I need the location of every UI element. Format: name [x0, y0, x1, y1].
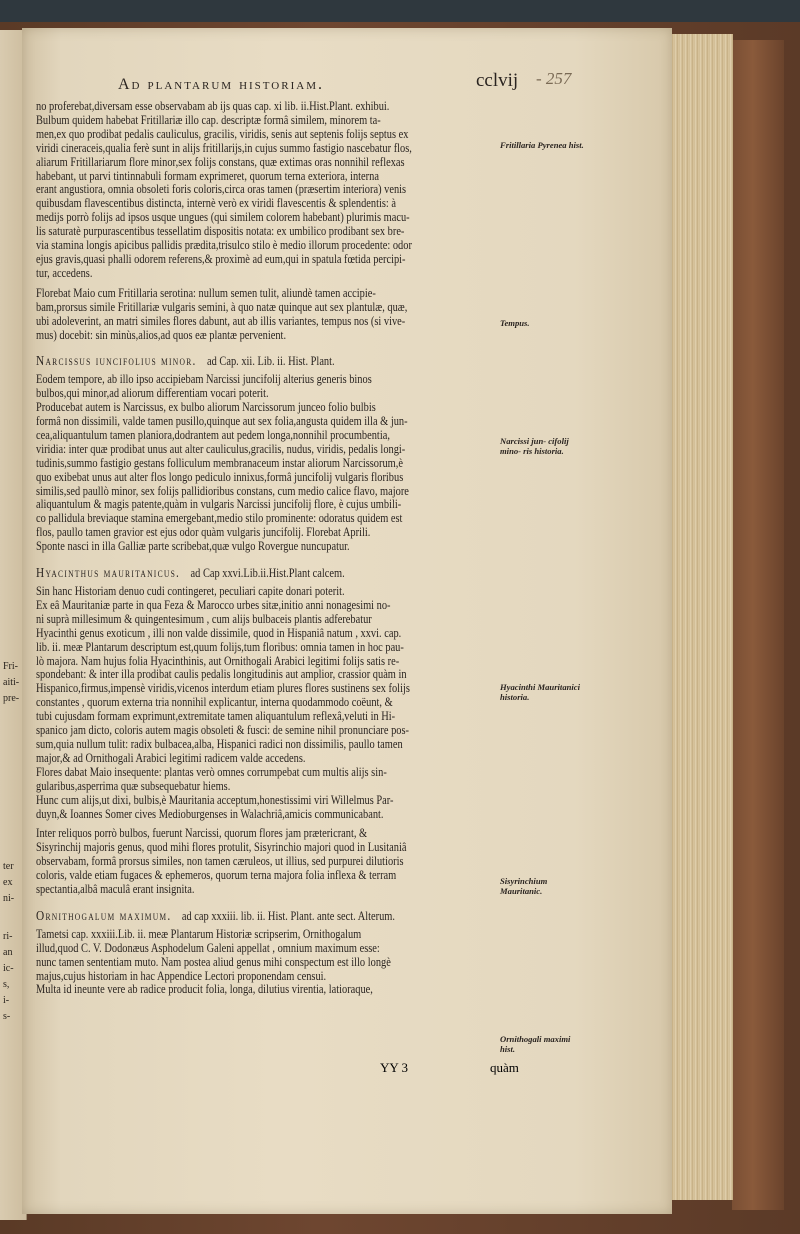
section-heading-title: Hyacinthus mauritanicus.: [36, 565, 181, 581]
left-fragment: aiti-: [3, 677, 20, 688]
left-fragment: i-: [3, 995, 10, 1006]
text-line: lis saturatè purpurascentibus tessellatim dispositis notata: ex umbilico prodibant sex bre-: [36, 224, 405, 239]
left-fragment: s,: [3, 979, 10, 990]
section-gap: [36, 897, 596, 903]
section-heading-reference: ad Cap xxvi.Lib.ii.Hist.Plant calcem.: [190, 566, 345, 581]
text-line: Tametsi cap. xxxiii.Lib. ii. meæ Plantarum Historiæ scripserim, Ornithogalum: [36, 926, 362, 941]
left-fragment: an: [3, 947, 13, 958]
text-line: Bulbum quidem habebat Fritillariæ illo cap. descriptæ formâ similem, minorem ta-: [36, 112, 381, 127]
left-fragment: ni-: [3, 893, 15, 904]
text-line: via stamina longis apicibus pallidis prædita,trisulco stilo è medio illorum procedente: odor: [36, 238, 412, 253]
body-flow: [36, 100, 596, 997]
section-gap: [36, 342, 596, 348]
catchword: quàm: [490, 1060, 519, 1075]
left-fragment: Fri-: [3, 661, 18, 672]
section-heading-reference: ad cap xxxiii. lib. ii. Hist. Plant. ante sect. Alterum.: [181, 908, 395, 923]
section-heading: [36, 354, 506, 369]
left-fragment: ter: [3, 861, 14, 872]
text-line: tur, accedens.: [36, 265, 93, 280]
text-line: coloris, valde etiam fugaces & ephemeros, quorum terna majora folia inflexa & terram: [36, 868, 397, 883]
text-line: lib. ii. meæ Plantarum descriptum est,quum folijs,tum floribus: omnia tamen in hoc pau-: [36, 639, 404, 654]
section-heading: [36, 566, 506, 581]
left-fragment: ex: [3, 877, 13, 888]
text-line: quo exibebat unus aut alter flos longo pediculo innixus,formâ juncifolij vulgaris floribus: [36, 469, 404, 484]
text-line: gularibus,asperrima quæ subsequebatur hiems.: [36, 778, 231, 793]
text-line: no proferebat,diversam esse observabam ab ijs quas cap. xi lib. ii.Hist.Plant. exhibui.: [36, 99, 390, 113]
left-fragment: ic-: [3, 963, 14, 974]
left-fragment: s-: [3, 1011, 11, 1022]
text-line: Hyacinthi genus exoticum , illi non valde dissimile, quod in Hispaniâ natum , xxvi. cap.: [36, 625, 402, 640]
text-line: major,& ad Ornithogali Arabici legitimi radicem valde accedens.: [36, 750, 306, 765]
text-line: Hispanico,firmus,impensè viridis,vicenos interdum etiam plures flores sustinens sex folijs: [36, 681, 410, 696]
section-heading-title: Ornithogalum maximum.: [36, 907, 172, 923]
text-line: constantes , quorum externa tria nonnihil explicantur, interna quodammodo coëunt, &: [36, 695, 393, 710]
page-edges: [668, 34, 733, 1200]
text-line: Inter reliquos porrò bulbos, fuerunt Narcissi, quorum flores jam prætericrant, &: [36, 826, 368, 841]
text-line: co pallidula breviaque stamina emergebant,medio stilo prominente: odoratus quidem est: [36, 511, 403, 526]
text-line: tudinis,summo fastigio gestans folliculum membranaceum instar aliorum Narcissorum,è: [36, 455, 403, 470]
text-line: ubi adoleverint, an matri similes flores dabunt, aut ab illis variantes, tempus nos (si vive-: [36, 313, 406, 328]
page-text: [36, 69, 596, 997]
text-line: spondebant: & inter illa prodibat caulis pedalis longitudinis aut amplior, crassior quàm in: [36, 667, 407, 682]
text-line: bam,prorsus simile Fritillariæ vulgaris semini, à quo natæ quinque aut sex plantulæ, quæ,: [36, 299, 408, 314]
margin-note-sisyrinchium: Sisyrinchium Mauritanic.: [500, 876, 548, 896]
handwritten-folio: - 257: [536, 69, 572, 88]
left-fragment: ri-: [3, 931, 13, 942]
text-line: Florebat Maio cum Fritillaria serotina: nullum semen tulit, aliundè tamen accipie-: [36, 285, 376, 300]
text-line: sum,quia nullum tulit: radix bulbacea,alba, Hispanici radici non dissimilis, paullo tamen: [36, 736, 403, 751]
text-line: aliquantulum & magis patente,quàm in vulgaris Narcissi juncifolij flore, è cujus umbili-: [36, 497, 402, 512]
section-gap: [36, 554, 596, 560]
text-line: spanico jam dicto, coloris autem magis obsoleti & fusci: de semine nihil pronunciare pos-: [36, 723, 410, 738]
running-head: Ad plantarum historiam.: [118, 76, 324, 93]
left-fragment: pre-: [3, 693, 20, 704]
book-binding: [732, 40, 784, 1210]
text-line: flos, paullo tamen gravior est ejus odor quàm vulgaris juncifolij. Florebat Aprili.: [36, 525, 371, 540]
text-line: Eodem tempore, ab illo ipso accipiebam Narcissi juncifolij alterius generis binos: [36, 372, 372, 387]
text-line: erant angustiora, omnia obsoleti foris coloris,circa oras tamen (præsertim interiora) venis: [36, 182, 407, 197]
text-line: viridi cineraceis,qualia ferè sunt in alijs fritillarijs,in cujus summo fastigio nascebatur flos,: [36, 140, 412, 155]
text-line: illud,quod C. V. Dodonæus Asphodelum Galeni appellat , omnium maximum esse:: [36, 940, 380, 955]
text-line: majus,cujus historiam in hac Appendice Lectori proponendam censui.: [36, 968, 327, 983]
signature-mark: YY 3: [380, 1060, 409, 1075]
text-line: nunc tamen sententiam muto. Nam postea aliud genus mihi conspectum est illo longè: [36, 954, 391, 969]
margin-note-narcissus: Narcissi jun- cifolij mino- ris historia.: [500, 436, 569, 456]
text-line: Hunc cum alijs,ut dixi, bulbis,è Mauritania acceptum,honestissimi viri Willelmus Par-: [36, 792, 394, 807]
margin-note-tempus: Tempus.: [500, 318, 530, 328]
text-line: observabam, formâ prorsus similes, non tamen cæruleos, ut illius, sed purpurei dilutioris: [36, 854, 404, 869]
text-line: Sisyrinchij majoris genus, quod mihi flores protulit, Sisyrinchio majori quod in Lusitaniâ: [36, 840, 407, 855]
page-header: [36, 69, 596, 100]
text-line: ejus gravis,quasi phalli odorem referens,& proximè ad eum,qui in spatula fœtida percipi-: [36, 251, 406, 266]
folio-number: cclvij: [476, 70, 519, 91]
text-line: ni suprà millesimum & quingentesimum , cum alijs bulbaceis plantis adferebatur: [36, 611, 372, 626]
text-line: spectantia,albâ maculâ erant insignita.: [36, 882, 195, 897]
text-line: mus) docebit: sin minùs,alios,ad quos eæ plantæ pervenient.: [36, 327, 287, 342]
margin-note-fritillaria: Fritillaria Pyrenea hist.: [500, 140, 584, 150]
section-heading: [36, 909, 506, 924]
text-line: Multa id ineunte vere ab radice producit folia, longa, dilutius virentia, latioraque,: [36, 982, 373, 997]
text-line: men,ex quo prodibat pedalis cauliculus, gracilis, viridis, senis aut septenis folijs septus ex: [36, 126, 409, 141]
text-line: tubi cujusdam formam exprimunt,extremitate tamen aliquantulum reflexâ,veluti in Hi-: [36, 709, 396, 724]
text-line: habebant, ut parvi tintinnabuli formam exprimeret, quorum terna exteriora, interna: [36, 168, 379, 183]
section-heading-reference: ad Cap. xii. Lib. ii. Hist. Plant.: [206, 354, 335, 369]
margin-note-hyacinthus: Hyacinthi Mauritanici historia.: [500, 682, 580, 702]
text-line: aliarum Fritillariarum flore minor,sex folijs constans, quæ extimas oras nonnihil reflexas: [36, 154, 405, 169]
text-line: viridia: inter quæ prodibat unus aut alter cauliculus,gracilis, nudus, viridis, pedalis longi-: [36, 441, 406, 456]
text-line: Flores dabat Maio insequente: plantas verò omnes corrumpebat cum multis alijs sin-: [36, 764, 387, 779]
background: [0, 0, 800, 22]
text-line: Sponte nasci in illa Galliæ parte scribebat,quæ vulgo Rovergue nuncupatur.: [36, 539, 350, 554]
text-line: similis,sed paullò minor, sex folijs pallidioribus constans, cum medio calice flavo, majore: [36, 483, 409, 498]
text-line: Sin hanc Historiam denuo cudi contingeret, peculiari capite donari poterit.: [36, 584, 345, 598]
text-line: lò majora. Nam hujus folia Hyacinthinis, aut Ornithogali Arabici legitimi folijs satis re-: [36, 653, 400, 668]
section-heading-title: Narcissus iuncifolius minor.: [36, 353, 197, 369]
text-line: Producebat autem is Narcissus, ex bulbo aliorum Narcissorum junceo folio bulbis: [36, 400, 376, 415]
text-line: bulbos,qui minor,ad aliorum differentiam vocari poterit.: [36, 386, 269, 401]
text-line: quibusdam flavescentibus distincta, internè verò ex viridi flavescentis & splendentis: à: [36, 196, 397, 211]
margin-note-ornithogalum: Ornithogali maximi hist.: [500, 1034, 571, 1054]
text-line: formâ non dissimili, valde tamen pusillo,quinque aut sex folia,angusta quidem illa & jun-: [36, 414, 408, 429]
text-line: medijs porrò folijs ad ipsos usque ungues (qui similem colorem habebant) plurimis macu-: [36, 210, 410, 225]
text-line: Ex eâ Mauritaniæ parte in qua Feza & Marocco urbes sitæ,initio anni nonagesimi no-: [36, 597, 391, 612]
text-line: duyn,& Ioannes Somer cives Medioburgenses in Walachriâ,amicis communicabant.: [36, 806, 384, 821]
text-line: cea,aliquantulum tamen planiora,dodrantem aut pedem longa,nonnihil procumbentia,: [36, 427, 390, 442]
